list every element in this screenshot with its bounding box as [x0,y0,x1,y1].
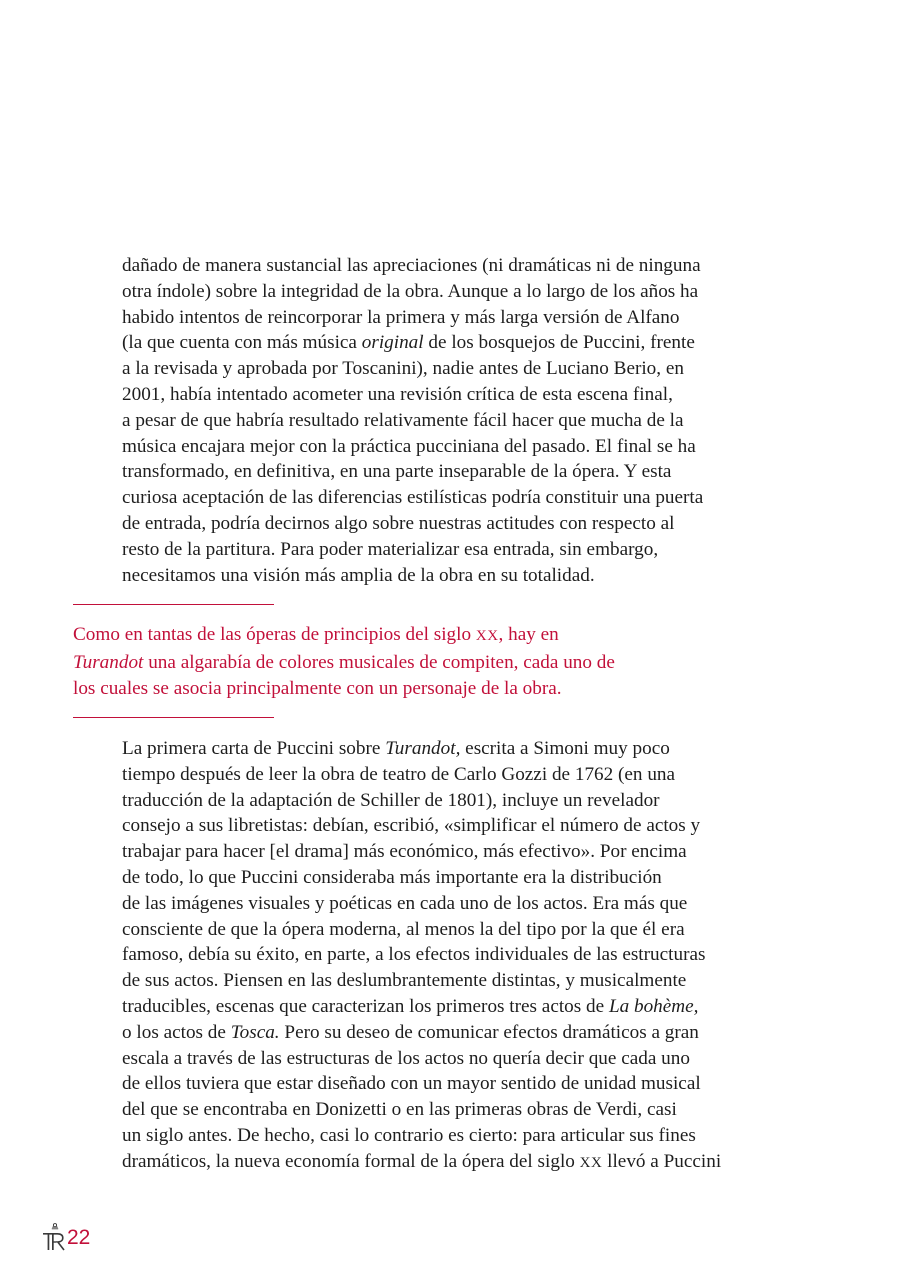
italic-term: original [361,332,424,354]
pullquote-top-rule [73,604,274,605]
text-line: consciente de que la ópera moderna, al menos la del tipo por la que él era [122,918,685,940]
text-line: dañado de manera sustancial las apreciaciones (ni dramáticas ni de ninguna [122,255,701,276]
text-line: 2001, había intentado acometer una revisión crítica de esta escena final, [122,383,673,405]
pullquote-line: los cuales se asocia principalmente con un personaje de la obra. [73,678,562,699]
text-line: a pesar de que habría resultado relativamente fácil hacer que mucha de la [122,409,684,431]
text-line: otra índole) sobre la integridad de la obra. Aunque a lo largo de los años ha [122,280,699,302]
small-caps-text: XX [475,628,499,644]
body-paragraph-2 [122,736,802,1177]
body-paragraph-1 [122,253,802,588]
pullquote-line: Turandot una algarabía de colores musicales de compiten, cada uno de [73,651,615,673]
pullquote [73,622,713,703]
text-line: de sus actos. Piensen en las deslumbrantemente distintas, y musicalmente [122,970,687,992]
text-line: dramáticos, la nueva economía formal de la ópera del siglo XX llevó a Puccini [122,1150,722,1172]
text-line: resto de la partitura. Para poder materializar esa entrada, sin embargo, [122,538,659,560]
italic-title: Turandot [73,651,144,673]
text-line: (la que cuenta con más música original de los bosquejos de Puccini, frente [122,332,695,354]
text-line: un siglo antes. De hecho, casi lo contrario es cierto: para articular sus fines [122,1124,696,1146]
pullquote-bottom-rule [73,717,274,718]
text-line: de todo, lo que Puccini consideraba más importante era la distribución [122,866,662,888]
text-line: del que se encontraba en Donizetti o en las primeras obras de Verdi, casi [122,1099,677,1121]
text-line: música encajara mejor con la práctica pucciniana del pasado. El final se ha [122,435,696,457]
text-line: de ellos tuviera que estar diseñado con un mayor sentido de unidad musical [122,1073,701,1095]
text-line: a la revisada y aprobada por Toscanini), nadie antes de Luciano Berio, en [122,358,684,380]
italic-title: La bohème, [608,995,699,1017]
text-line: de entrada, podría decirnos algo sobre nuestras actitudes con respecto al [122,512,675,534]
page-number: 22 [67,1226,91,1249]
small-caps-text: XX [579,1154,603,1171]
text-line: tiempo después de leer la obra de teatro de Carlo Gozzi de 1762 (en una [122,763,676,785]
text-line: o los actos de Tosca. Pero su deseo de comunicar efectos dramáticos a gran [122,1021,699,1043]
text-line: traducción de la adaptación de Schiller de 1801), incluye un revelador [122,789,660,811]
text-line: necesitamos una visión más amplia de la obra en su totalidad. [122,564,595,586]
italic-title: Turandot, [385,738,461,759]
pullquote-line: Como en tantas de las óperas de principios del siglo XX, hay en [73,624,559,645]
text-line: habido intentos de reincorporar la primera y más larga versión de Alfano [122,306,680,328]
text-line: traducibles, escenas que caracterizan los primeros tres actos de La bohème, [122,995,699,1017]
text-line: famoso, debía su éxito, en parte, a los efectos individuales de las estructuras [122,944,706,966]
text-line: trabajar para hacer [el drama] más económico, más efectivo». Por encima [122,841,687,863]
text-line: transformado, en definitiva, en una parte inseparable de la ópera. Y esta [122,461,672,483]
text-line: de las imágenes visuales y poéticas en cada uno de los actos. Era más que [122,892,688,914]
italic-title: Tosca. [230,1021,280,1043]
text-line: La primera carta de Puccini sobre Turandot, escrita a Simoni muy poco [122,738,670,759]
teatro-real-logo-icon [40,1222,66,1252]
text-line: escala a través de las estructuras de los actos no quería decir que cada uno [122,1047,690,1069]
text-line: curiosa aceptación de las diferencias estilísticas podría constituir una puerta [122,487,704,509]
text-line: consejo a sus libretistas: debían, escribió, «simplificar el número de actos y [122,815,701,837]
